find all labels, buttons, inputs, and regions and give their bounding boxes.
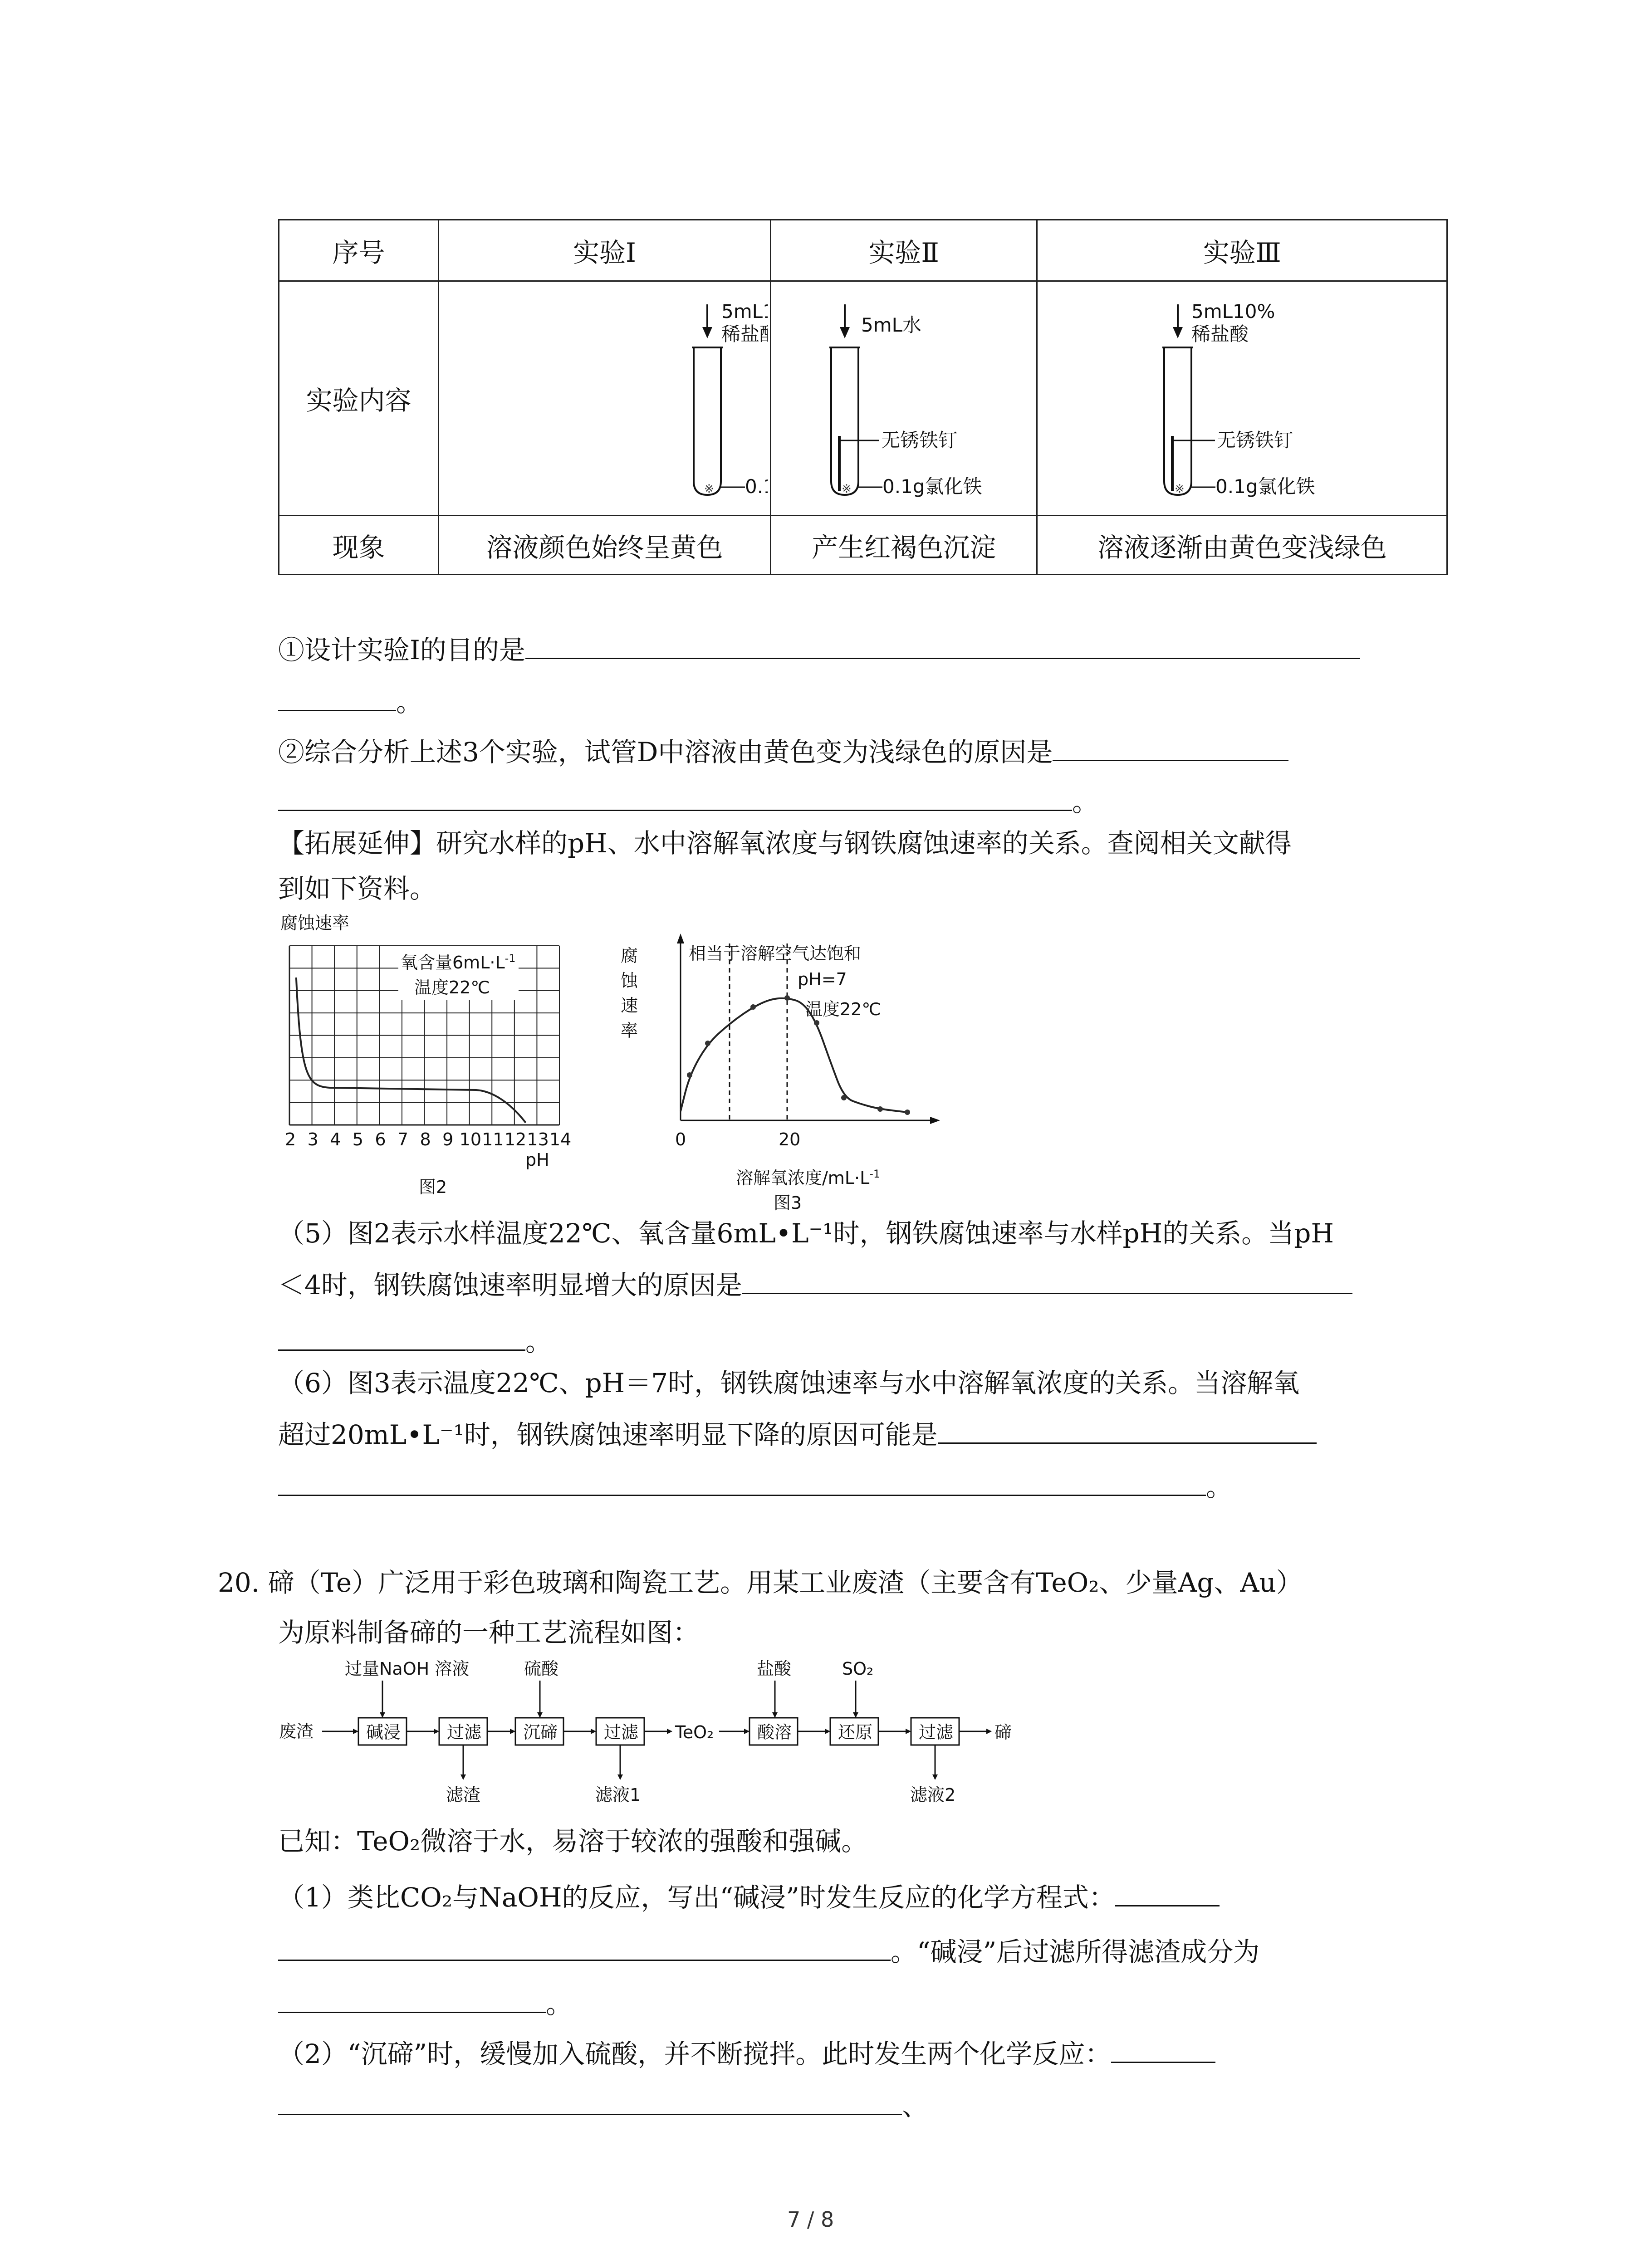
question-20-line-2: 为原料制备碲的一种工艺流程如图： <box>278 1617 700 1648</box>
question-2-continued <box>278 787 1098 815</box>
tube2-nail-label: 无锈铁钉 <box>881 429 958 451</box>
tube1-reagent-line1: 5mL <box>721 300 763 323</box>
answer-blank[interactable] <box>278 1327 525 1351</box>
fig3-point <box>814 1020 819 1026</box>
question-5-text: ＜4时，钢铁腐蚀速率明显增大的原因是 <box>278 1270 742 1300</box>
reagent-naoh: 过量NaOH 溶液 <box>345 1659 470 1679</box>
fig2-xticks <box>285 1129 571 1149</box>
cell-tube3 <box>1037 281 1447 516</box>
experiment-table <box>278 219 1448 575</box>
phenomenon-exp2: 产生红褐色沉淀 <box>770 516 1037 575</box>
fig2-xtick: 7 <box>397 1129 409 1149</box>
step-reduce: 还原 <box>838 1722 873 1742</box>
fig3-point <box>705 1041 710 1046</box>
step-filter-1: 过滤 <box>447 1722 482 1742</box>
step-acid-dissolve: 酸溶 <box>757 1722 792 1742</box>
fig2-xtick: 3 <box>307 1129 318 1149</box>
answer-blank[interactable] <box>938 1420 1317 1444</box>
answer-blank[interactable] <box>278 787 1072 811</box>
answer-blank[interactable] <box>278 687 396 711</box>
fig3-xtick-0: 0 <box>675 1129 686 1149</box>
header-index: 序号 <box>279 220 439 281</box>
fig3-point <box>877 1106 883 1112</box>
fig3-caption: 图3 <box>774 1193 802 1213</box>
cell-tube2 <box>770 281 1037 516</box>
fig2-xtick: 6 <box>375 1129 386 1149</box>
svg-text:蚀: 蚀 <box>621 971 638 991</box>
question-5-line-3 <box>278 1327 552 1355</box>
fig2-xtick: 10 <box>459 1129 482 1149</box>
output-filtrate-1: 滤液1 <box>595 1785 641 1805</box>
cell-tube1 <box>439 281 771 516</box>
question-20-line-1: 20. 碲（Te）广泛用于彩色玻璃和陶瓷工艺。用某工业废渣（主要含有TeO₂、少量Ag、Au） <box>218 1567 1303 1598</box>
svg-text:腐: 腐 <box>621 946 638 966</box>
svg-text:※: ※ <box>1174 482 1185 496</box>
period: 。 <box>546 1989 573 2019</box>
extension-line-1: 【拓展延伸】研究水样的pH、水中溶解氧浓度与钢铁腐蚀速率的关系。查阅相关文献得 <box>278 828 1292 859</box>
question-5-line-1: （5）图2表示水样温度22℃、氧含量6mL•L⁻¹时，钢铁腐蚀速率与水样pH的关系。当pH <box>278 1218 1334 1249</box>
fig3-point <box>784 995 790 1001</box>
reagent-hydrochloric-acid: 盐酸 <box>757 1659 792 1679</box>
fig2-xlabel: pH <box>525 1150 549 1170</box>
flow-mid-teo2: TeO₂ <box>675 1722 714 1742</box>
test-tube-diagram-1 <box>441 282 768 508</box>
flow-start-waste: 废渣 <box>279 1721 314 1741</box>
tube2-bottom-label: 0.1g氯化铁 <box>882 475 982 498</box>
fig2-legend-line2: 温度22℃ <box>414 978 490 997</box>
page-number: 7 / 8 <box>787 2207 834 2232</box>
row-label-phenomenon: 现象 <box>279 516 439 575</box>
period: 。 <box>525 1326 552 1357</box>
fig3-point <box>750 1004 756 1010</box>
phenomenon-exp1: 溶液颜色始终呈黄色 <box>439 516 771 575</box>
tube3-reagent-line1: 5mL10% <box>1191 300 1275 323</box>
part-1-line-2 <box>278 1937 1259 1965</box>
output-filtrate-2: 滤液2 <box>910 1785 956 1805</box>
svg-text:※: ※ <box>842 482 852 496</box>
fig3-point <box>687 1072 692 1078</box>
part-1-residue-question: 。“碱浸”后过滤所得滤渣成分为 <box>891 1936 1260 1967</box>
svg-text:速: 速 <box>621 996 638 1016</box>
fig3-xlabel: 溶解氧浓度$/mL\cdot L^{-1}$ <box>736 1168 881 1188</box>
fig2-caption: 图2 <box>419 1177 447 1197</box>
fig3-note-line3: 温度22℃ <box>805 999 882 1019</box>
tube3-bottom-label: 0.1g氯化铁 <box>1215 475 1315 498</box>
table-header-row <box>279 220 1447 281</box>
test-tube-diagram-2 <box>772 282 1035 508</box>
process-flow-diagram <box>272 1656 1089 1823</box>
answer-blank[interactable] <box>1053 737 1288 761</box>
tube1-reagent-line2: 稀盐 <box>721 323 760 345</box>
reagent-sulfuric-acid: 硫酸 <box>524 1659 559 1679</box>
part-1-line-3 <box>278 1989 572 2017</box>
answer-blank[interactable] <box>278 1472 1206 1496</box>
answer-blank[interactable] <box>278 2091 902 2115</box>
tube3-reagent-line2: 稀盐酸 <box>1191 323 1249 345</box>
fig3-point <box>841 1095 847 1100</box>
part-2-text: （2）“沉碲”时，缓慢加入硫酸，并不断搅拌。此时发生两个化学反应： <box>278 2038 1112 2069</box>
known-info: 已知：TeO₂微溶于水，易溶于较浓的强酸和强碱。 <box>278 1826 868 1857</box>
fig2-legend-line1: 氧含量$6mL\cdot L^{-1}$ <box>401 952 516 973</box>
tube3-nail-label: 无锈铁钉 <box>1216 429 1293 451</box>
separator: 、 <box>902 2091 929 2121</box>
fig2-xtick: 12 <box>504 1129 527 1149</box>
fig2-xtick: 2 <box>285 1129 296 1149</box>
period: 。 <box>396 687 423 718</box>
fig2-xtick: 8 <box>420 1129 431 1149</box>
reagent-so2: SO₂ <box>842 1659 874 1679</box>
question-1 <box>278 635 1360 663</box>
question-5-line-2 <box>278 1270 1352 1298</box>
question-6-line-2 <box>278 1420 1317 1448</box>
part-2-line-2 <box>278 2091 928 2119</box>
question-1-text: ①设计实验Ⅰ的目的是 <box>278 635 525 665</box>
svg-text:※: ※ <box>704 482 715 496</box>
part-1-line-1 <box>278 1882 1220 1911</box>
answer-blank[interactable] <box>278 1989 546 2013</box>
question-2-text: ②综合分析上述3个实验，试管D中溶液由黄色变为浅绿色的原因是 <box>278 737 1053 767</box>
answer-blank[interactable] <box>742 1270 1352 1294</box>
step-filter-3: 过滤 <box>919 1722 954 1742</box>
question-6-line-1: （6）图3表示温度22℃、pH＝7时，钢铁腐蚀速率与水中溶解氧浓度的关系。当溶解氧 <box>278 1368 1300 1398</box>
answer-blank[interactable] <box>1111 2039 1215 2063</box>
flow-end-tellurium: 碲 <box>994 1722 1012 1742</box>
tube2-reagent-label: 5mL水 <box>861 314 922 336</box>
fig3-ylabel <box>621 946 638 1041</box>
svg-text:率: 率 <box>621 1021 638 1041</box>
table-phenomenon-row <box>279 516 1447 575</box>
part-2-line-1 <box>278 2039 1215 2067</box>
question-6-line-3 <box>278 1472 1232 1500</box>
period: 。 <box>1206 1471 1233 1502</box>
fig3-note-line1: 相当于溶解空气达饱和 <box>689 943 862 963</box>
fig2-xtick: 5 <box>352 1129 363 1149</box>
step-precipitate-te: 沉碲 <box>523 1722 558 1742</box>
table-content-row <box>279 281 1447 516</box>
fig2-ylabel: 腐蚀速率 <box>280 913 350 933</box>
figure-2-chart <box>278 912 596 1211</box>
test-tube-diagram-3 <box>1040 282 1444 508</box>
header-exp2: 实验Ⅱ <box>770 220 1037 281</box>
extension-line-2: 到如下资料。 <box>278 873 436 904</box>
fig2-xtick: 14 <box>549 1129 572 1149</box>
fig3-note-line2: pH=7 <box>798 969 847 989</box>
fig2-xtick: 13 <box>527 1129 549 1149</box>
tube1-bottom-label: 0. <box>745 475 764 498</box>
header-exp3: 实验Ⅲ <box>1037 220 1447 281</box>
fig2-xtick: 9 <box>442 1129 454 1149</box>
figure-3-chart <box>617 930 971 1216</box>
output-residue: 滤渣 <box>446 1785 481 1805</box>
answer-blank[interactable] <box>525 635 1360 659</box>
period: 。 <box>1072 787 1099 817</box>
phenomenon-exp3: 溶液逐渐由黄色变浅绿色 <box>1037 516 1447 575</box>
fig2-xtick: 4 <box>330 1129 341 1149</box>
answer-blank[interactable] <box>278 1937 891 1961</box>
step-filter-2: 过滤 <box>604 1722 639 1742</box>
fig3-xtick-20: 20 <box>779 1129 801 1149</box>
step-alkali-leach: 碱浸 <box>366 1722 401 1742</box>
answer-blank[interactable] <box>1115 1882 1220 1906</box>
row-label-content: 实验内容 <box>279 281 439 516</box>
part-1-text: （1）类比CO₂与NaOH的反应，写出“碱浸”时发生反应的化学方程式： <box>278 1882 1115 1913</box>
fig2-xtick: 11 <box>482 1129 504 1149</box>
fig3-point <box>905 1110 910 1115</box>
header-exp1: 实验Ⅰ <box>439 220 771 281</box>
question-2 <box>278 737 1288 765</box>
question-1-continued <box>278 687 423 718</box>
question-6-text: 超过20mL•L⁻¹时，钢铁腐蚀速率明显下降的原因可能是 <box>278 1419 938 1450</box>
